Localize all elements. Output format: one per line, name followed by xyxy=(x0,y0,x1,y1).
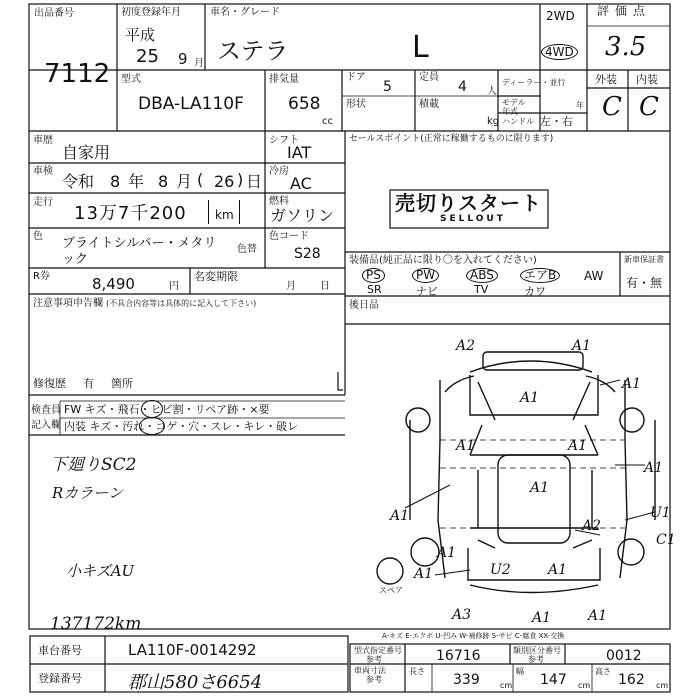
fuel: ガソリン xyxy=(270,206,335,225)
dirt-circle xyxy=(139,417,165,435)
registration-month: 9 xyxy=(178,50,188,68)
damage-mark: A1 xyxy=(530,480,550,496)
damage-mark: A1 xyxy=(532,610,552,626)
inspection-year-unit: 年 xyxy=(128,172,145,191)
warranty-value: 有・無 xyxy=(626,276,663,290)
ac: AC xyxy=(290,174,312,193)
inspection-day-unit: 日 xyxy=(246,172,263,191)
color-label: 色 xyxy=(33,231,43,242)
drive-2wd: 2WD xyxy=(546,9,575,23)
dealer-label: ディーラー・並行 xyxy=(502,78,566,87)
displacement-unit: cc xyxy=(322,116,333,127)
year-unit: 年 xyxy=(576,101,584,110)
repair-history-value: 有 xyxy=(83,377,94,390)
damage-mark: U2 xyxy=(490,562,511,578)
name-change-month: 月 xyxy=(286,281,296,292)
handle-options: 左・右 xyxy=(540,115,573,128)
model-label: 型式 xyxy=(121,74,141,85)
interior-grade: C xyxy=(639,92,659,122)
damage-mark: A1 xyxy=(644,460,664,476)
length-label: 長さ xyxy=(409,667,425,676)
name-change-label: 名変期限 xyxy=(194,270,238,283)
repair-history-unit: 箇所 xyxy=(111,377,133,390)
size-label: 車両寸法 xyxy=(354,666,386,675)
car-name-grade-label: 車名・グレード xyxy=(210,7,280,18)
damage-mark: A1 xyxy=(456,438,476,454)
mileage: 13万7千200 xyxy=(74,203,187,224)
damage-mark: A2 xyxy=(456,338,476,354)
height-unit: cm xyxy=(656,681,669,690)
handwritten-note-2: Rカラーン xyxy=(52,484,123,502)
car-name: ステラ xyxy=(217,37,289,65)
lot-number-label: 出品番号 xyxy=(34,8,74,19)
model: DBA-LA110F xyxy=(138,94,244,114)
registration-era: 平成 xyxy=(125,26,156,44)
size-sub: 参考 xyxy=(366,675,382,684)
after-items-label: 後日品 xyxy=(349,300,379,311)
inspection-day-close-paren: ) xyxy=(237,170,244,189)
exterior-grade: C xyxy=(602,92,622,122)
damage-mark: C1 xyxy=(656,532,676,548)
width-value: 147 xyxy=(540,672,567,688)
spare-tire-label: スペア xyxy=(379,586,403,595)
damage-mark: A1 xyxy=(622,376,642,392)
shape-label: 形状 xyxy=(346,99,366,110)
color-line1: ブライトシルバー・メタリ xyxy=(62,236,217,251)
inspection-label: 車検 xyxy=(33,166,53,177)
stone-chip-circle xyxy=(141,400,163,418)
capacity-unit: 人 xyxy=(487,86,497,97)
inspector-label-1: 検査員 xyxy=(31,405,61,416)
length-unit: cm xyxy=(500,681,513,690)
plate-label: 登録番号 xyxy=(38,672,82,685)
equip-airbag: エアB xyxy=(520,268,560,283)
color-line2: ック xyxy=(62,252,89,267)
equip-abs: ABS xyxy=(466,268,498,283)
chassis-label: 車台番号 xyxy=(38,644,82,657)
recycle-fee: 8,490 xyxy=(92,275,135,293)
caution-label: 注意事項申告欄 xyxy=(33,298,103,309)
plate-number: 郡山580さ6654 xyxy=(128,672,263,693)
recycle-label: R券 xyxy=(33,271,50,282)
damage-mark: A1 xyxy=(520,390,540,406)
inspector-label-2: 記入欄 xyxy=(31,420,61,431)
shift: IAT xyxy=(287,143,312,162)
width-unit: cm xyxy=(578,681,591,690)
mileage-label: 走行 xyxy=(33,197,53,208)
usage-label: 車歴 xyxy=(33,135,53,146)
first-registration-label: 初度登録年月 xyxy=(121,7,181,18)
damage-mark: A1 xyxy=(588,608,608,624)
equip-sr: SR xyxy=(367,283,382,296)
sellout-stamp-sub: SELLOUT xyxy=(440,214,506,224)
usage: 自家用 xyxy=(62,143,111,162)
month-unit: 月 xyxy=(194,58,204,69)
inspection-era: 令和 xyxy=(62,172,95,191)
drive-4wd-circled: 4WD xyxy=(541,44,578,60)
inspector-row-exterior: FW キズ・飛石・ヒビ割・リペア跡・×要 xyxy=(64,403,270,416)
ac-label: 冷房 xyxy=(269,166,289,177)
height-label: 高さ xyxy=(595,667,611,676)
score-label: 評価点 xyxy=(597,4,652,18)
inspection-day: 26 xyxy=(214,172,235,191)
type-cert-label: 型式指定番号 xyxy=(354,646,402,655)
handle-label: ハンドル xyxy=(502,117,534,126)
equip-navi: ナビ xyxy=(416,285,438,298)
equip-aw: AW xyxy=(584,269,604,283)
damage-mark: A1 xyxy=(572,338,592,354)
equip-pw: PW xyxy=(412,268,439,283)
equip-tv: TV xyxy=(474,283,489,296)
caution-hint: (不具合内容等は具体的に記入して下さい) xyxy=(106,299,257,308)
inspection-month-unit: 月 xyxy=(176,172,193,191)
damage-mark: U1 xyxy=(650,505,671,521)
capacity-label: 定員 xyxy=(419,72,439,83)
sellout-stamp: 売切りスタート xyxy=(395,191,542,215)
fuel-label: 燃料 xyxy=(269,196,289,207)
inspector-row-interior: 内装 キズ・汚れ・コゲ・穴・スレ・キレ・破レ xyxy=(64,420,299,433)
repaint-label: 色替 xyxy=(237,244,257,255)
doors: 5 xyxy=(383,79,392,95)
color-code: S28 xyxy=(294,246,321,262)
inspection-month: 8 xyxy=(158,172,169,191)
load-label: 積載 xyxy=(419,99,439,110)
registration-year: 25 xyxy=(136,46,159,67)
color-code-label: 色コード xyxy=(269,231,309,242)
damage-mark: A1 xyxy=(390,508,410,524)
sales-point-label: セールスポイント(正常に稼働するものに限ります) xyxy=(349,134,554,144)
equipment-label: 装備品(純正品に限り〇を入れてください) xyxy=(349,255,537,266)
mileage-unit: km xyxy=(215,208,234,222)
grade: L xyxy=(412,30,429,65)
capacity: 4 xyxy=(458,79,467,95)
repair-history-label: 修復歴 xyxy=(33,377,66,390)
damage-mark: A3 xyxy=(452,607,472,623)
displacement-label: 排気量 xyxy=(269,74,299,85)
length-value: 339 xyxy=(453,672,480,688)
width-label: 幅 xyxy=(516,667,524,676)
damage-mark: A1 xyxy=(414,566,434,582)
lot-number: 7112 xyxy=(44,59,111,89)
inspection-year: 8 xyxy=(110,172,121,191)
model-year-label: モデル年式 xyxy=(502,98,526,116)
score: 3.5 xyxy=(605,32,647,62)
type-cert-number: 16716 xyxy=(436,648,481,664)
inspection-day-open-paren: ( xyxy=(197,170,204,189)
equip-ps: PS xyxy=(362,268,385,283)
odometer-handwritten: 137172km xyxy=(50,614,142,634)
name-change-day: 日 xyxy=(320,281,330,292)
category-sub: 参考 xyxy=(528,655,544,664)
damage-mark: A1 xyxy=(437,545,457,561)
load-unit: kg xyxy=(487,116,500,127)
doors-label: ドア xyxy=(346,72,366,83)
displacement: 658 xyxy=(288,94,321,114)
recycle-unit: 円 xyxy=(169,281,179,292)
damage-mark: A2 xyxy=(582,518,602,534)
height-value: 162 xyxy=(618,672,645,688)
handwritten-note-1: 下廻りSC2 xyxy=(50,455,137,475)
warranty-label: 新車保証書 xyxy=(624,255,664,264)
equip-leather: カワ xyxy=(524,285,546,298)
interior-label: 内装 xyxy=(636,73,658,86)
damage-legend: A-キズ E-エクボ U-凹み W-補修跡 S-サビ C-腐食 XX-交換 xyxy=(382,632,565,640)
car-diagram xyxy=(377,190,655,593)
damage-mark: A1 xyxy=(548,562,568,578)
damage-mark: A1 xyxy=(568,438,588,454)
category-number: 0012 xyxy=(606,648,642,664)
handwritten-note-3: 小キズAU xyxy=(66,562,135,580)
type-cert-sub: 参考 xyxy=(366,655,382,664)
shift-label: シフト xyxy=(269,135,299,146)
exterior-label: 外装 xyxy=(595,73,617,86)
chassis-number: LA110F-0014292 xyxy=(128,641,257,659)
category-label: 類別区分番号 xyxy=(513,646,561,655)
